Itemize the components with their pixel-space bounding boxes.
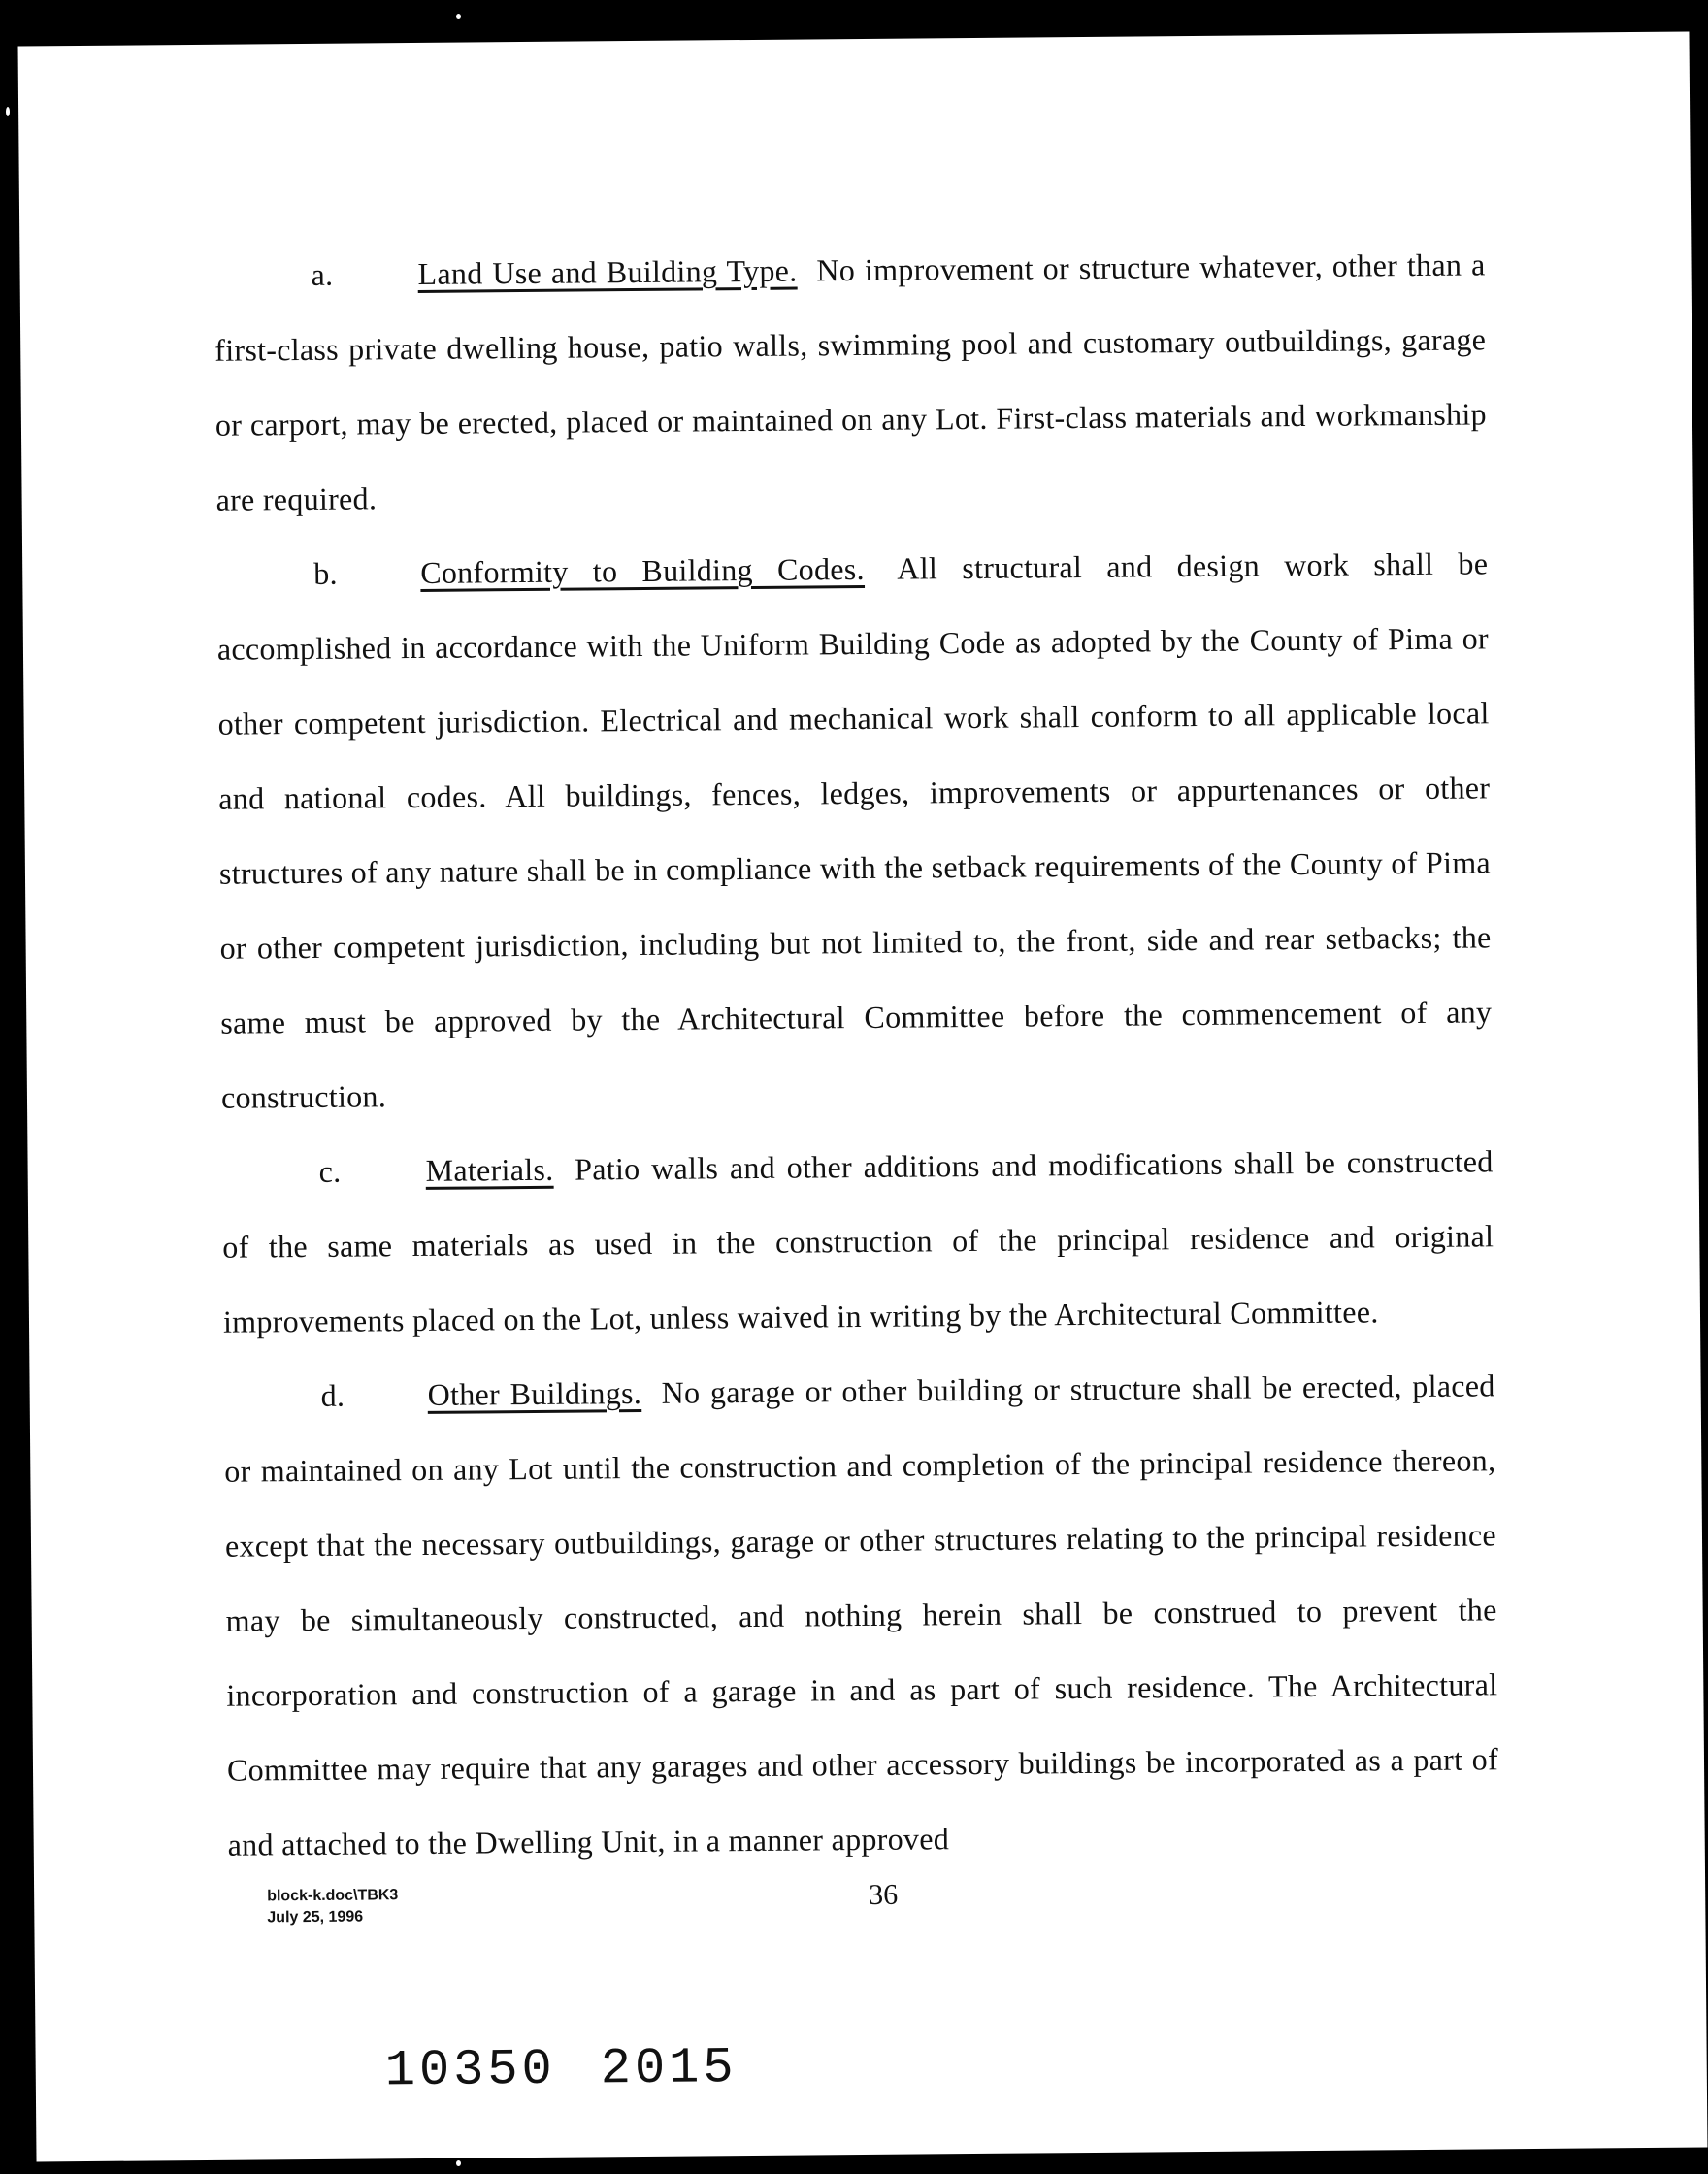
paragraph-heading: Conformity to Building Codes. — [420, 550, 866, 590]
scan-speck — [456, 14, 461, 19]
paragraph-text: No garage or other building or structure shall be erected, placed or maintained on any Lot until the construction and completion of the principal residence thereon, except that the necessary outbuildings, garage or other structures relating to the principal residence may be simultaneously constructed, and nothing herein shall be construed to prevent the incorporation and construction of a garage in and as part of such residence. The Architectural Committee may require that any garages and other accessory buildings be incorporated as a part of and attached to the Dwelling Unit, in a manner approved — [224, 1367, 1499, 1862]
paragraph-heading: Other Buildings. — [427, 1375, 642, 1412]
paragraph-heading: Materials. — [425, 1151, 554, 1188]
footer-file-name: block-k.doc\TBK3 — [267, 1887, 399, 1905]
scan-speck — [456, 2160, 461, 2166]
page-number: 36 — [869, 1878, 899, 1911]
paragraph-a — [214, 227, 1488, 537]
recording-stamp — [384, 2039, 737, 2099]
stamp-page-number: 2015 — [600, 2039, 738, 2098]
paragraph-heading: Land Use and Building Type. — [417, 252, 798, 291]
document-page — [18, 32, 1708, 2162]
paragraph-letter: a. — [311, 256, 334, 292]
paragraph-letter: b. — [313, 555, 339, 591]
paragraph-b — [216, 526, 1493, 1135]
paragraph-d — [223, 1348, 1499, 1882]
scan-speck — [1656, 1409, 1667, 1417]
footer-file-reference — [267, 1885, 399, 1928]
footer-date: July 25, 1996 — [267, 1908, 364, 1927]
paragraph-text: All structural and design work shall be accomplished in accordance with the Uniform Building Code as adopted by the County of Pima or other competent jurisdiction. Electrical and mechanical work shall conform to all applicable local and national codes. All buildings, fences, ledges, improvements or appurtenances or other structures of any nature shall be in compliance with the setback requirements of the County of Pima or other competent jurisdiction, including but not limited to, the front, side and rear setbacks; the same must be approved by the Architectural Committee before the commencement of any construction. — [216, 545, 1493, 1115]
paragraph-letter: d. — [320, 1377, 345, 1413]
paragraph-c — [221, 1124, 1494, 1359]
paragraph-text: No improvement or structure whatever, other than a first-class private dwelling house, patio walls, swimming pool and customary outbuildings, garage or carport, may be erected, placed or maintained on any Lot. First-class materials and workmanship are required. — [214, 247, 1488, 517]
paragraph-letter: c. — [318, 1153, 342, 1189]
stamp-book-number: 10350 — [384, 2040, 557, 2100]
scan-speck — [6, 107, 10, 116]
document-body — [214, 227, 1499, 1882]
paragraph-text: Patio walls and other additions and modifications shall be constructed of the same materials as used in the construction of the principal residence and original improvements placed on the Lot, unless waived in writing by the Architectural Committee. — [222, 1143, 1494, 1339]
